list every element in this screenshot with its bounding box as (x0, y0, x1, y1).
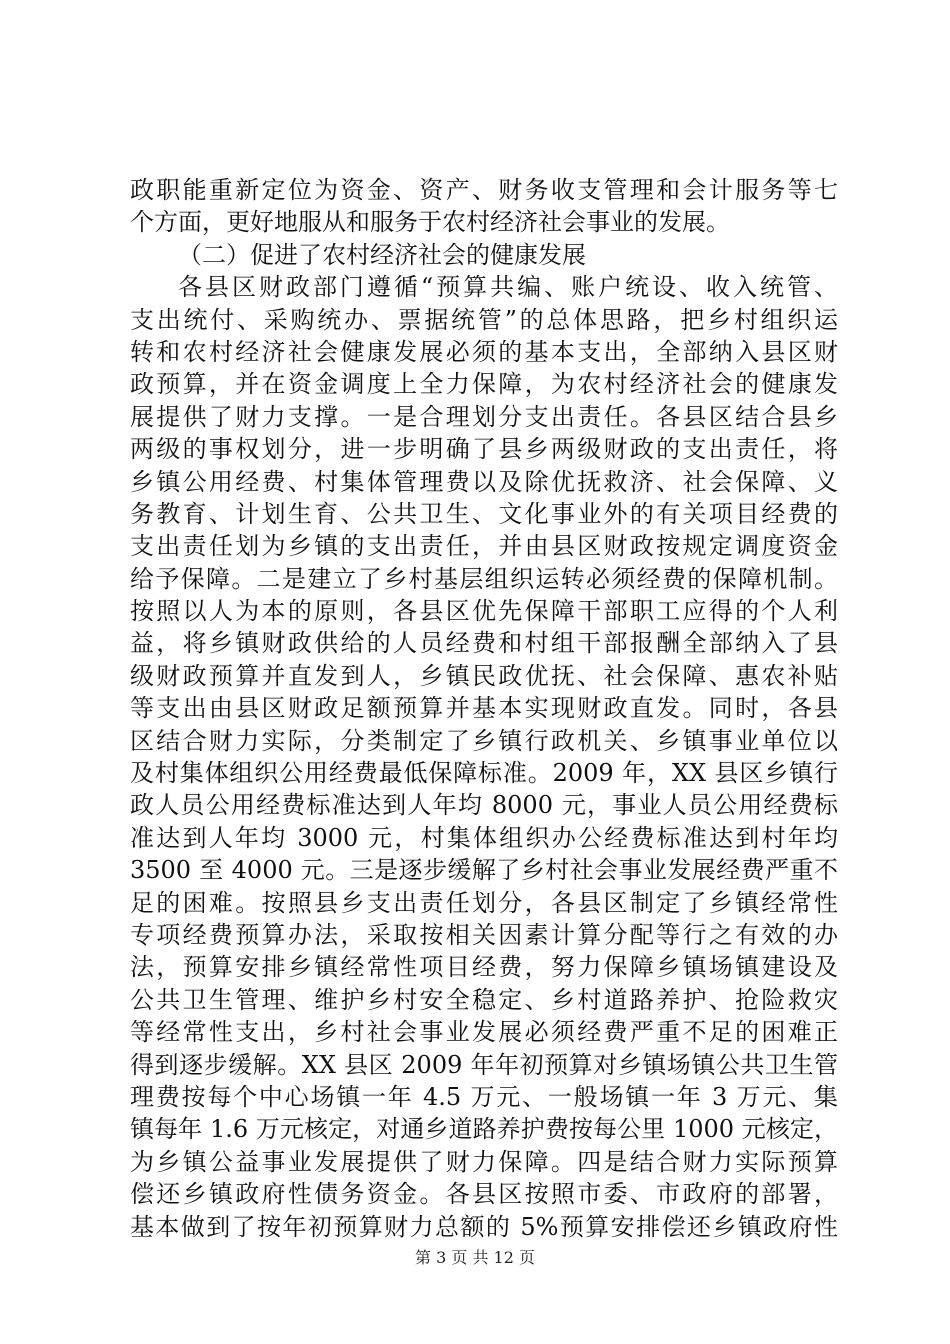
text-line: 给予保障。二是建立了乡村基层组织运转必须经费的保障机制。 (130, 564, 838, 593)
text-line: 个方面，更好地服从和服务于农村经济社会事业的发展。 (130, 208, 730, 237)
text-line: 支出责任划为乡镇的支出责任，并由县区财政按规定调度资金 (130, 532, 838, 561)
text-line: 镇每年 1.6 万元核定，对通乡道路养护费按每公里 1000 元核定， (130, 1115, 838, 1144)
text-line: 按照以人为本的原则，各县区优先保障干部职工应得的个人利 (130, 597, 838, 626)
text-line: 足的困难。按照县乡支出责任划分，各县区制定了乡镇经常性 (130, 888, 838, 917)
text-line: 政职能重新定位为资金、资产、财务收支管理和会计服务等七 (130, 176, 838, 204)
text-line: 乡镇公用经费、村集体管理费以及除优抚救济、社会保障、义 (130, 467, 838, 496)
text-line: 得到逐步缓解。XX 县区 2009 年年初预算对乡镇场镇公共卫生管 (130, 1050, 838, 1079)
text-line: 益，将乡镇财政供给的人员经费和村组干部报酬全部纳入了县 (130, 629, 838, 658)
text-line: 政人员公用经费标准达到人年均 8000 元，事业人员公用经费标 (130, 791, 838, 820)
document-body (130, 174, 838, 1243)
text-line: 偿还乡镇政府性债务资金。各县区按照市委、市政府的部署， (130, 1180, 838, 1209)
text-line: 两级的事权划分，进一步明确了县乡两级财政的支出责任，将 (130, 435, 838, 464)
text-line: 转和农村经济社会健康发展必须的基本支出，全部纳入县区财 (130, 337, 838, 366)
text-line: 及村集体组织公用经费最低保障标准。2009 年，XX 县区乡镇行 (130, 759, 838, 788)
text-line: 3500 至 4000 元。三是逐步缓解了乡村社会事业发展经费严重不 (130, 856, 838, 885)
text-line: 各县区财政部门遵循“预算共编、账户统设、收入统管、 (178, 273, 838, 302)
text-line: 专项经费预算办法，采取按相关因素计算分配等行之有效的办 (130, 920, 838, 949)
text-line: 务教育、计划生育、公共卫生、文化事业外的有关项目经费的 (130, 499, 838, 528)
text-line: 政预算，并在资金调度上全力保障，为农村经济社会的健康发 (130, 370, 838, 399)
text-line: 准达到人年均 3000 元，村集体组织办公经费标准达到村年均 (130, 823, 838, 852)
text-line: 区结合财力实际，分类制定了乡镇行政机关、乡镇事业单位以 (130, 726, 838, 755)
text-line: 理费按每个中心场镇一年 4.5 万元、一般场镇一年 3 万元、集 (130, 1082, 838, 1111)
text-line: 支出统付、采购统办、票据统管”的总体思路，把乡村组织运 (130, 305, 838, 334)
text-line: 展提供了财力支撑。一是合理划分支出责任。各县区结合县乡 (130, 402, 838, 431)
text-line: 为乡镇公益事业发展提供了财力保障。四是结合财力实际预算 (130, 1147, 838, 1176)
text-line: 等支出由县区财政足额预算并基本实现财政直发。同时，各县 (130, 694, 838, 723)
text-line: 公共卫生管理、维护乡村安全稳定、乡村道路养护、抢险救灾 (130, 985, 838, 1014)
text-line: 基本做到了按年初预算财力总额的 5%预算安排偿还乡镇政府性 (130, 1212, 838, 1241)
page-number-footer: 第 3 页 共 12 页 (415, 1248, 535, 1267)
text-line: 级财政预算并直发到人，乡镇民政优抚、社会保障、惠农补贴 (130, 661, 838, 690)
section-heading: （二）促进了农村经济社会的健康发展 (178, 240, 586, 269)
text-line: 等经常性支出，乡村社会事业发展必须经费严重不足的困难正 (130, 1018, 838, 1047)
text-line: 法，预算安排乡镇经常性项目经费，努力保障乡镇场镇建设及 (130, 953, 838, 982)
